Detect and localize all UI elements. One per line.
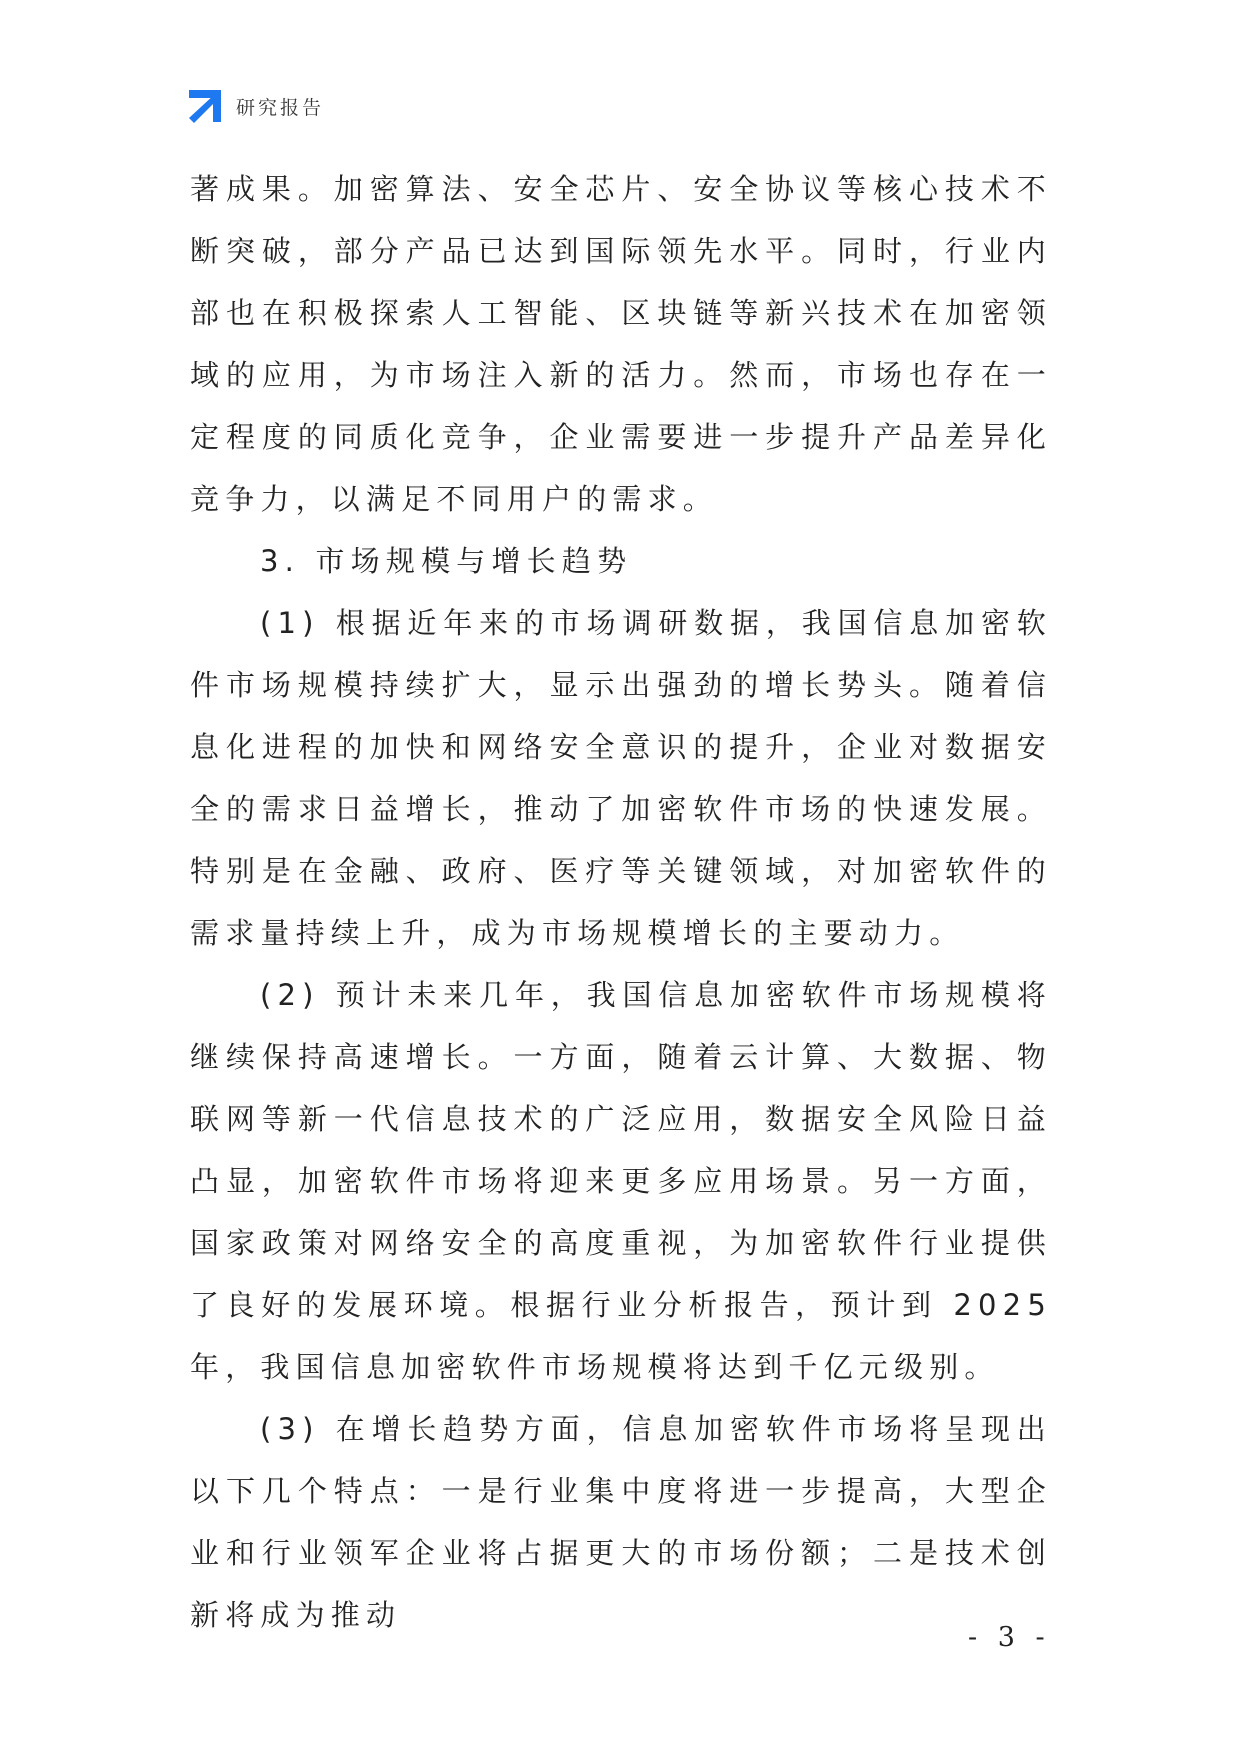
paragraph-item-2: (2) 预计未来几年，我国信息加密软件市场规模将继续保持高速增长。一方面，随着云计算、大数据、物联网等新一代信息技术的广泛应用，数据安全风险日益凸显，加密软件市场将迎来更多应用场景。另一方面，国家政策对网络安全的高度重视，为加密软件行业提供了良好的发展环境。根据行业分析报告，预计到 2025 年，我国信息加密软件市场规模将达到千亿元级别。 [190,978,1052,1384]
page-header [188,88,324,124]
page-number: - 3 - [968,1622,1051,1653]
document-body [190,158,1052,1646]
paragraph-item-3: (3) 在增长趋势方面，信息加密软件市场将呈现出以下几个特点：一是行业集中度将进一步提高，大型企业和行业领军企业将占据更大的市场份额；二是技术创新将成为推动 [190,1412,1052,1632]
section-heading: 3. 市场规模与增长趋势 [260,544,633,578]
header-title: 研究报告 [236,96,325,119]
arrow-up-right-icon [188,88,224,124]
paragraph-continuation: 著成果。加密算法、安全芯片、安全协议等核心技术不断突破，部分产品已达到国际领先水平。同时，行业内部也在积极探索人工智能、区块链等新兴技术在加密领域的应用，为市场注入新的活力。然而，市场也存在一定程度的同质化竞争，企业需要进一步提升产品差异化竞争力，以满足不同用户的需求。 [190,172,1052,516]
paragraph-item-1: (1) 根据近年来的市场调研数据，我国信息加密软件市场规模持续扩大，显示出强劲的增长势头。随着信息化进程的加快和网络安全意识的提升，企业对数据安全的需求日益增长，推动了加密软件市场的快速发展。特别是在金融、政府、医疗等关键领域，对加密软件的需求量持续上升，成为市场规模增长的主要动力。 [190,606,1052,950]
